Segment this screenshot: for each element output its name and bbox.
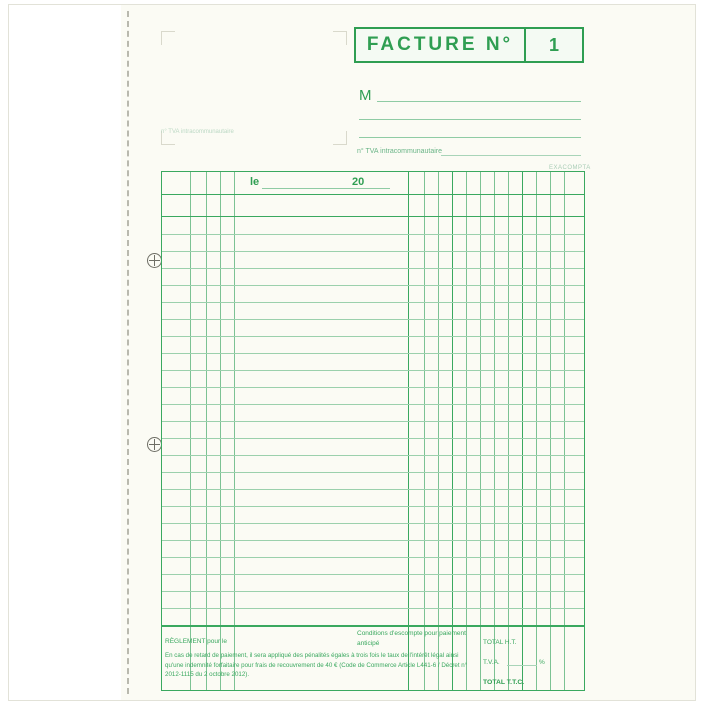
grid-row-rule: [162, 268, 584, 269]
grid-vline: [220, 172, 221, 690]
grid-header-rule: [162, 216, 584, 217]
crop-mark-icon: [333, 31, 347, 45]
grid-row-rule: [162, 302, 584, 303]
grid-vline: [408, 172, 409, 690]
year-prefix-label: 20: [352, 176, 365, 188]
invoice-grid: [161, 171, 585, 691]
perforation-line: [127, 11, 129, 694]
left-margin-strip: [9, 5, 121, 700]
crop-mark-icon: [333, 131, 347, 145]
grid-row-rule: [162, 251, 584, 252]
tva-watermark-left: n° TVA intracommunautaire: [161, 129, 234, 135]
grid-vline: [190, 172, 191, 690]
grid-row-rule: [162, 285, 584, 286]
grid-row-rule: [162, 608, 584, 609]
grid-vline: [466, 172, 467, 690]
grid-vline: [480, 172, 481, 690]
tva-input-rule[interactable]: [441, 155, 581, 156]
grid-vline: [494, 172, 495, 690]
conditions-label: Conditions d'escompte pour paiement anticipé: [357, 630, 466, 648]
grid-row-rule: [162, 523, 584, 524]
crop-mark-icon: [161, 31, 175, 45]
tva-label: T.V.A.: [483, 659, 500, 666]
grid-vline: [550, 172, 551, 690]
facture-number: 1: [548, 34, 559, 55]
grid-vline: [206, 172, 207, 690]
grid-vline: [564, 172, 565, 690]
tva-input-field[interactable]: [507, 665, 537, 666]
recipient-line-1[interactable]: [377, 101, 581, 102]
grid-row-rule: [162, 455, 584, 456]
grid-row-rule: [162, 489, 584, 490]
invoice-sheet: [8, 4, 696, 701]
grid-header-rule: [162, 194, 584, 195]
grid-row-rule: [162, 438, 584, 439]
grid-vline: [536, 172, 537, 690]
grid-row-rule: [162, 574, 584, 575]
tva-percent-label: %: [539, 659, 545, 666]
grid-row-rule: [162, 557, 584, 558]
grid-row-rule: [162, 404, 584, 405]
grid-vline: [452, 172, 453, 690]
grid-vline: [234, 172, 235, 690]
facture-header-box: [354, 27, 584, 63]
brand-logo: EXACOMPTA: [549, 165, 591, 171]
recipient-line-2[interactable]: [359, 119, 581, 120]
date-prefix-label: le: [250, 176, 260, 188]
punch-hole-icon: [147, 437, 162, 452]
date-input-rule[interactable]: [262, 188, 390, 189]
recipient-line-3[interactable]: [359, 137, 581, 138]
tva-label-right: n° TVA intracommunautaire: [357, 148, 443, 155]
grid-row-rule: [162, 472, 584, 473]
punch-hole-icon: [147, 253, 162, 268]
grid-vline: [522, 172, 523, 690]
grid-vline: [424, 172, 425, 690]
grid-row-rule: [162, 319, 584, 320]
grid-row-rule: [162, 506, 584, 507]
grid-row-rule: [162, 336, 584, 337]
total-ht-label: TOTAL H.T.: [483, 639, 517, 646]
sheet-surface: [9, 5, 695, 700]
recipient-prefix: M: [359, 87, 372, 104]
grid-row-rule: [162, 370, 584, 371]
grid-vline: [508, 172, 509, 690]
facture-label: FACTURE N°: [366, 34, 514, 55]
grid-vline: [438, 172, 439, 690]
invoice-footer: [161, 625, 585, 691]
reglement-label: RÈGLEMENT pour le: [165, 638, 228, 645]
grid-row-rule: [162, 387, 584, 388]
grid-row-rule: [162, 353, 584, 354]
total-ttc-label: TOTAL T.T.C.: [483, 679, 525, 686]
grid-row-rule: [162, 234, 584, 235]
legal-notice: En cas de retard de paiement, il sera appliqué des pénalités égales à trois fois le taux de l'intérêt légal ainsi qu'une indemnité forfaitaire pour frais de recouvrement de 40 € (Code de Commerce Article L441-6 / Décret n° 2012-1115 du 2 octobre 2012).: [165, 652, 468, 679]
grid-row-rule: [162, 421, 584, 422]
grid-row-rule: [162, 540, 584, 541]
grid-row-rule: [162, 591, 584, 592]
grid-inner: [162, 172, 584, 690]
